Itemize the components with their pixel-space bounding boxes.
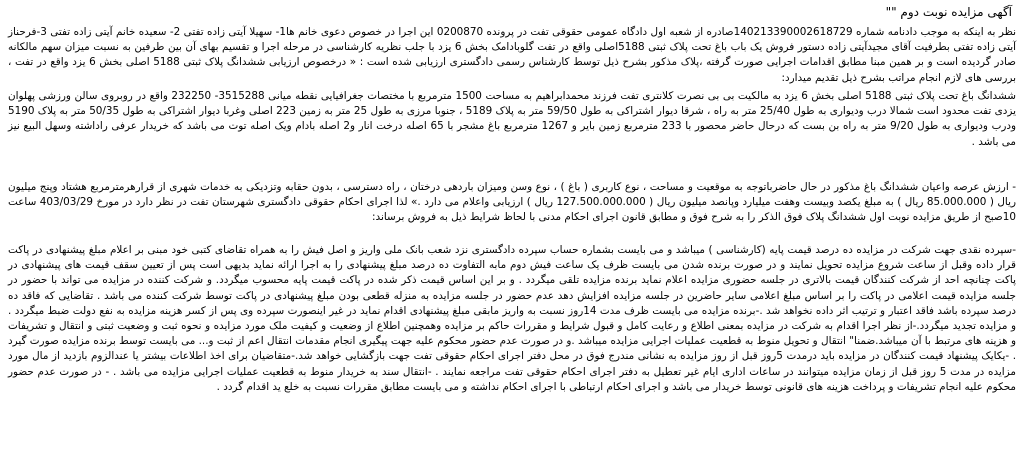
paragraph-valuation: - ارزش عرصه واعیان ششدانگ باغ مذکور در حال حاضرباتوجه به موقعیت و مساحت ، نوع کاربری ( باغ ) ، نوع وسن ومیزان باردهی درختان ، راه دسترسی ، بدون حقابه وتزدیکی به خدمات شهری از قرارهرمترمربع هشتاد وپنج میلیون ریال ( 85.000.000 ریال ) به مبلغ یکصد وبیست وهفت میلیارد وپانصد میلیون ریال ( 127.500.000.000 ریال ) ارزیابی واعلام می دارد .» لذا اجرای احکام حقوقی دادگستری شهرستان تفت در نظر دارد در مورخ 403/03/29 ساعت 10صبح از طریق مزایده نوبت اول ششدانگ پلاک فوق الذکر را به شرح فوق و مطابق قانون اجرای احکام مدنی با لحاظ شرایط ذیل به فروش برساند: [8,181,1017,224]
notice-title: آگهی مزایده نوبت دوم "" [885,5,1012,19]
paragraph-property-description: ششدانگ باغ تحت پلاک ثبتی 5188 اصلی بخش 6 یزد به مالکیت بی بی نصرت کلانتری تفت فرزند محمدابراهیم به مساحت 1500 مترمربع با مختصات جغرافیایی نقطه میانی 3515288- 232250 واقع در روبروی سالن ورزشی پهلوان یزدی تفت محدود است شمالا درب ودیواری به طول 25/40 متر به راه ، شرقا دیوار اشتراکی به طول 59/50 متر به پلاک 5189 ، جنوبا مرزی به طول 25 متر به زمین 223 اصلی وغربا دیوار اشتراکی به طول 50/35 متر به پلاک 5190 ودرب ودیواری به طول 9/20 متر به راه بن بست که درحال حاضر محصور با 233 مترمربع زمین بایر و 1267 مترمربع باغ مشجر با 65 اصله درخت انار و2 اصله بادام ویک اصله توت می باشد که خریدار عرفی راداشته وسهل البیع نیز می باشد . [8,90,1017,148]
auction-notice [8,0,1016,464]
paragraph-court-order: نظر به اینکه به موجب دادنامه شماره 140213390002618729صادره از شعبه اول دادگاه عمومی حقوقی تفت در پرونده 0200870 این اجرا در خصوص دعوی خانم ها1- سهیلا آیتی زاده تفتی 2- سعیده خانم آیتی زاده تفتی 3-فرحناز آیتی زاده تفتی بطرفیت آقای مجیدآیتی زاده دستور فروش یک باب باغ تحت پلاک ثبتی 5188اصلی واقع در تفت گلوبادامک بخش 6 یزد با جلب نظریه کارشناسی در مرحله اجرا و تقسیم بهای آن بین طرفین به نسبت میزان سهم مالکانه صادر گردیده است و بر همین مبنا مطابق اقدامات اجرایی صورت گرفته ،پلاک مذکور بشرح ذیل توسط کارشناس رسمی دادگستری ارزیابی شده است : « درخصوص ارزیابی ششدانگ پلاک ثبتی 5188 اصلی بخش 6 یزد واقع در تفت ، بررسی های لازم انجام مراتب بشرح ذیل تقدیم میدارد: [8,26,1017,84]
paragraph-auction-terms: -سپرده نقدی جهت شرکت در مزایده ده درصد قیمت پایه (کارشناسی ) میباشد و می بایست بشماره حساب سپرده دادگستری نزد شعب بانک ملی واریز و اصل فیش را به همراه تقاضای کتبی خود مبنی بر اعلام مبلغ پیشنهادی در پاکت قرار داده وقبل از ساعت شروع مزایده تحویل نمایند و در صورت برنده شدن می بایست ظرف یک ساعت فیش دوم مابه التفاوت ده درصد مبلغ پیشنهادی را به اجرا ارائه نماید بدیهی است پس از تعیین سقف قیمت های پیشنهادی در پاکت چنانچه احد از شرکت کنندگان قیمت بالاتری در جلسه حضوری مزایده اعلام نماید برنده مزایده تلقی میگردد . و بر این اساس قیمت ذکر شده در پاکت قیمت پایه محسوب میگردد. و شرکت کننده در مزایده می تواند با حضور در جلسه مزایده قیمت اعلامی در پاکت را بر اساس مبلغ اعلامی سایر حاضرین در جلسه مزایده افزایش دهد عدم حضور در جلسه مزایده به منزله قطعی بودن مبلغ پیشنهادی در پاکت توسط شرکت کننده می باشد . تقاضایی که فاقد ده درصد سپرده باشد فاقد اعتبار و ترتیب اثر داده نخواهد شد .-برنده مزایده می بایست ظرف مدت 14روز نسبت به واریز مابقی مبلغ پیشنهادی اقدام نماید در غیر اینصورت سپرده وی پس از کسر هزینه مزایده به نفع دولت ضبط میگردد . و مزایده تجدید میگردد.-از نظر اجرا اقدام به شرکت در مزایده بمعنی اطلاع و رعایت کامل و قبول شرایط و مقررات حاکم بر مزایده وهمچنین اطلاع از وضعیت و کیفیت ملک مورد مزایده و نحوه ثبت و وضعیت ثبتی و انتقال و تشریفات و هزینه های مرتبط با آن میباشد.ضمنا" انتقال و تحویل منوط به قطعیت عملیات اجرایی مزایده میباشد .و در صورت عدم حضور محکوم علیه جهت پیگیری انجام مقدمات انتقال اعم از ثبت و... می بایست توسط برنده مزایده صورت گیرد . -یکایک پیشنهاد قیمت کنندگان در مزایده باید درمدت 5روز قبل از روز مزایده به نشانی مندرج فوق در محل دفتر اجرای احکام حقوقی تفت جهت بازگشایی خواهد شد.-متقاضیان برای اخذ اطلاعات بیشتر یا عندالزوم بازدید از مال مورد مزایده در مدت 5 روز قبل از زمان مزایده میتوانند در ساعات اداری ایام غیر تعطیل به دفتر اجرای احکام حقوقی تفت مراجعه نمایند . -انتقال سند به خریدار منوط به قطعیت عملیات اجرایی مزایده می باشد . - در صورت عدم حضور محکوم علیه انجام تشریفات و پرداخت هزینه های قانونی توسط خریدار می باشد و اجرای احکام ارتباطی با اجرای احکام نداشته و می بایست مطابق مقررات نسبت به خلع ید اقدام گردد . [8,244,1017,393]
